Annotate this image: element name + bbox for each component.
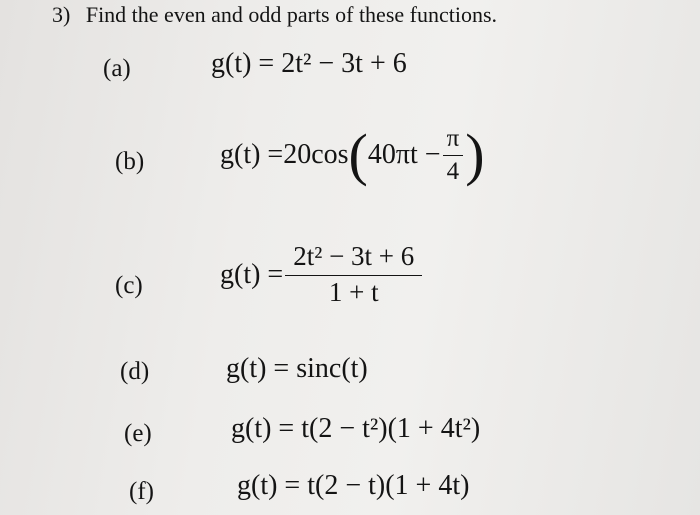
part-b-label: (b) [115,148,145,175]
part-d-lhs: g(t) = [226,353,297,384]
part-b-equation: g(t) = 20cos ( 40πt − $\frac{\pi}{4}$ ) [220,122,485,187]
fraction-denominator: 1 + t [328,276,379,307]
part-f-label: (f) [129,478,154,505]
fraction-numerator: π [443,125,464,156]
part-b-inner: 40πt − [367,139,441,170]
part-d-label: (d) [120,358,150,385]
part-a-label: (a) [103,55,131,82]
part-a-expression: 2t² − 3t + 6 [281,48,407,79]
part-f-lhs: g(t) = [237,470,308,501]
part-c-lhs: g(t) = [220,258,284,290]
part-a-lhs: g(t) = [211,48,282,79]
part-c-equation [220,242,424,307]
part-b-coefficient: 20cos [283,139,349,170]
part-e-lhs: g(t) = [231,413,302,444]
part-b-fraction [443,125,464,185]
part-a-equation [211,48,407,80]
problem-instruction: Find the even and odd parts of these functions. [85,2,498,27]
part-e-equation [231,413,480,445]
part-c-fraction [285,242,422,307]
part-b-lhs: g(t) = [220,139,284,170]
problem-heading [52,2,497,28]
fraction-numerator: 2t² − 3t + 6 [285,242,422,276]
fraction-denominator: 4 [446,157,460,185]
part-e-expression: t(2 − t²)(1 + 4t²) [301,413,481,444]
part-e-label: (e) [124,420,152,447]
part-f-expression: t(2 − t)(1 + 4t) [307,470,470,501]
part-c-label: (c) [115,272,143,299]
part-d-expression: sinc(t) [296,353,368,384]
part-d-equation [226,353,368,385]
problem-number: 3) [52,2,71,27]
part-f-equation [237,470,469,502]
